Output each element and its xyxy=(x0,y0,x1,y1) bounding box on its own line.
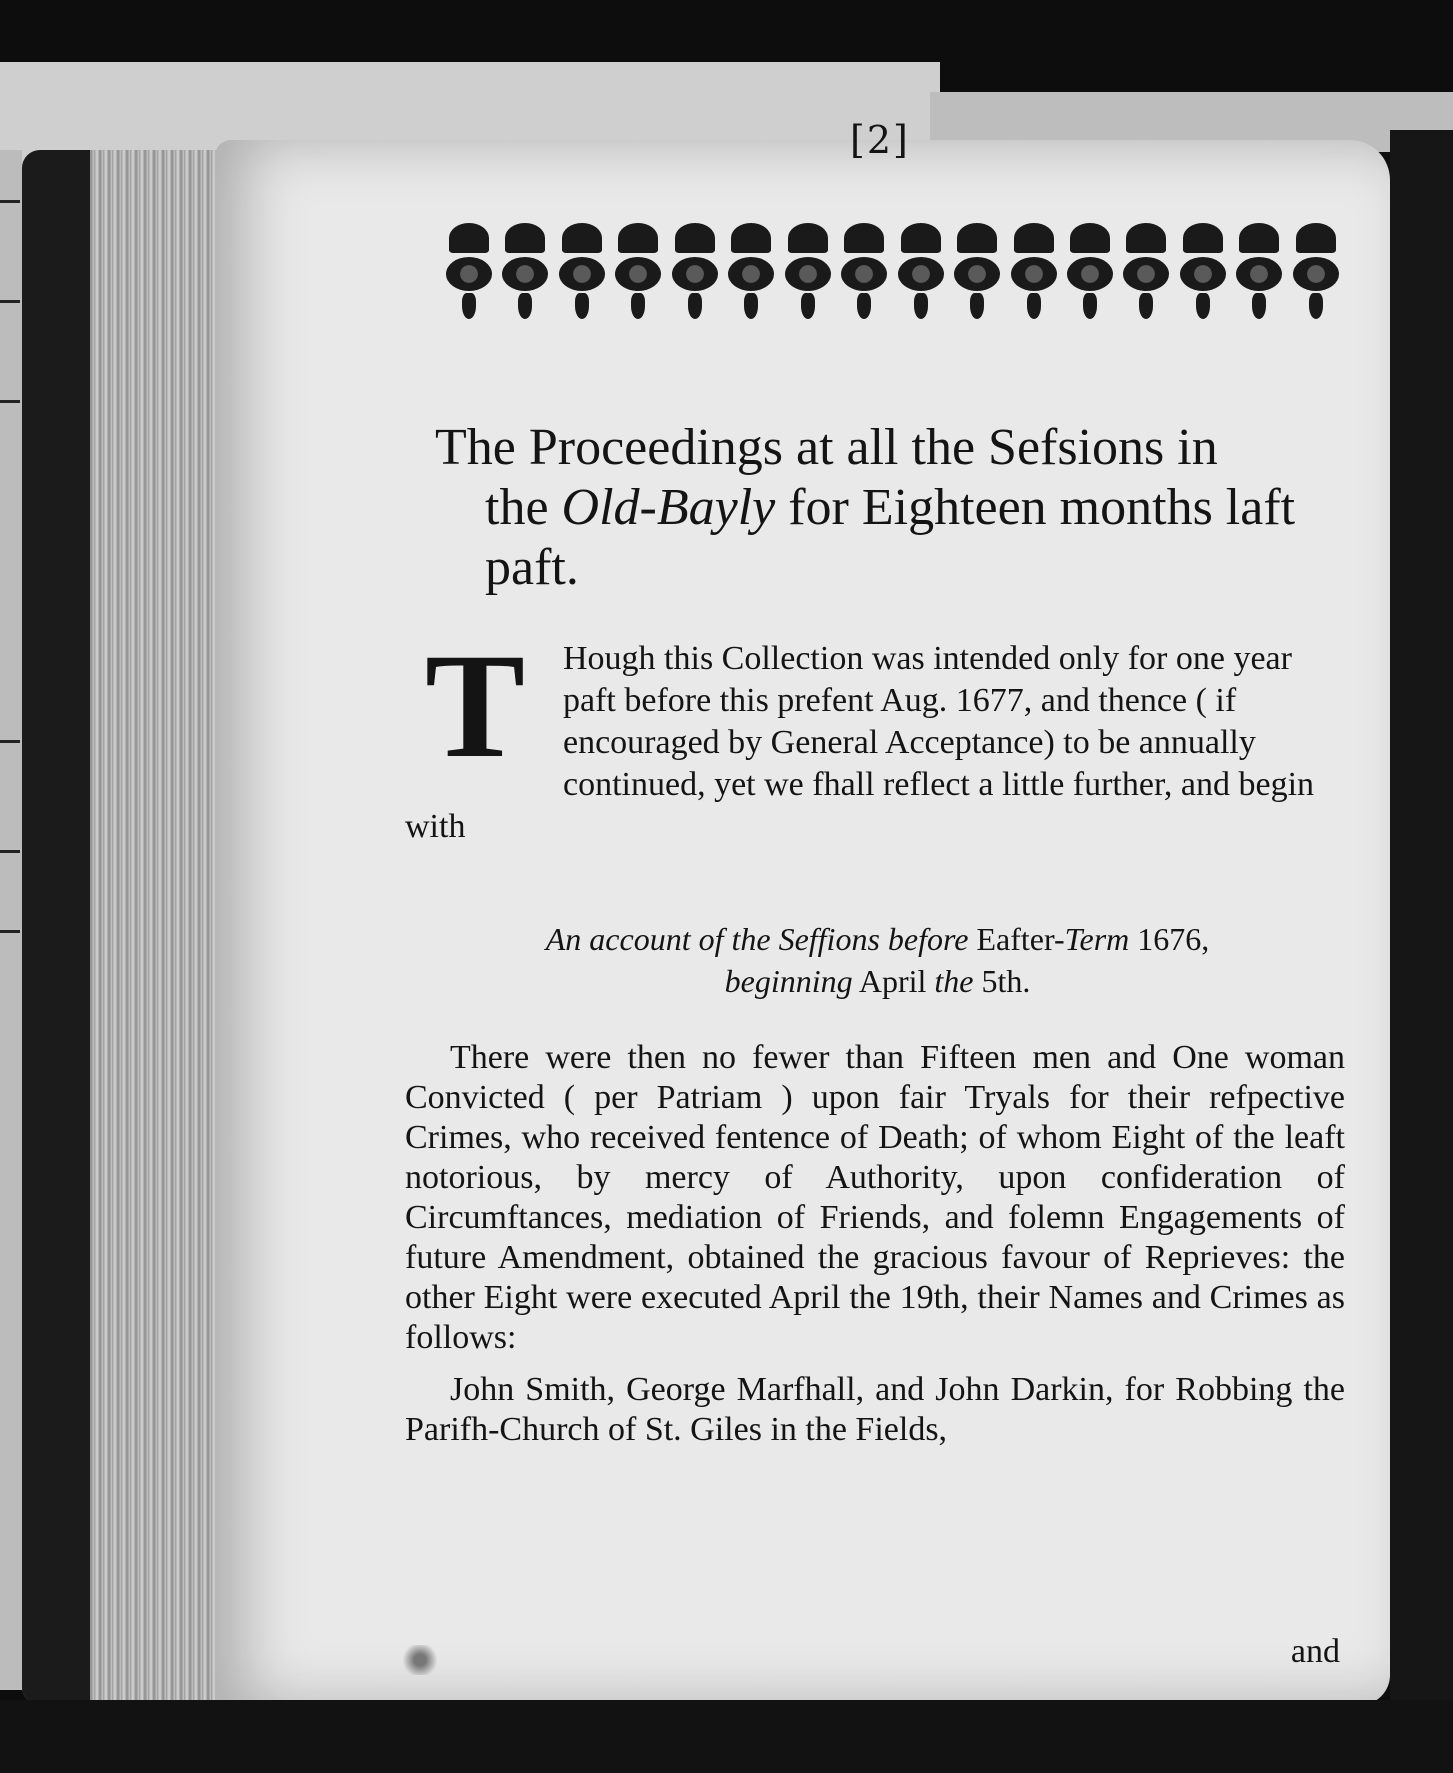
book-cover-edge xyxy=(22,150,90,1705)
page-number: [2] xyxy=(850,118,910,162)
library-stamp-mark xyxy=(395,1645,445,1675)
ornament-mid xyxy=(898,257,944,291)
ruler-tick xyxy=(0,200,20,203)
subhead-roman-4: 5th. xyxy=(973,963,1031,999)
ornament-mid xyxy=(785,257,831,291)
ornament-tail xyxy=(1309,293,1323,319)
ornament-mid xyxy=(502,257,548,291)
title-line-2-pre: the xyxy=(485,479,562,536)
ornament-crown xyxy=(1014,223,1054,253)
ornament-mid xyxy=(1236,257,1282,291)
printers-ornament-row xyxy=(445,218,1340,328)
bottom-background xyxy=(0,1700,1453,1773)
crown-rose-ornament-icon xyxy=(558,223,606,323)
ornament-tail xyxy=(857,293,871,319)
ornament-crown xyxy=(1126,223,1166,253)
ornament-crown xyxy=(1239,223,1279,253)
intro-text: Hough this Collection was intended only for one year paft before this prefent Aug. 1677, and thence ( if encouraged by General Acceptance) to be annually continued, yet we fhall reflect a little further, and begin with xyxy=(405,640,1315,845)
ornament-tail xyxy=(631,293,645,319)
ruler-tick xyxy=(0,850,20,853)
ornament-crown xyxy=(1296,223,1336,253)
ornament-tail xyxy=(462,293,476,319)
title-line-3: paft. xyxy=(485,539,579,596)
ornament-mid xyxy=(841,257,887,291)
crown-rose-ornament-icon xyxy=(1066,223,1114,323)
ornament-crown xyxy=(788,223,828,253)
crown-rose-ornament-icon xyxy=(953,223,1001,323)
subhead-italic-2: Term xyxy=(1064,921,1130,957)
ornament-crown xyxy=(675,223,715,253)
crown-rose-ornament-icon xyxy=(1292,223,1340,323)
crown-rose-ornament-icon xyxy=(671,223,719,323)
ornament-crown xyxy=(618,223,658,253)
ornament-crown xyxy=(1183,223,1223,253)
ornament-tail xyxy=(518,293,532,319)
ruler-tick xyxy=(0,400,20,403)
crown-rose-ornament-icon xyxy=(784,223,832,323)
ruler-tick xyxy=(0,740,20,743)
right-background xyxy=(1390,130,1453,1730)
ornament-mid xyxy=(1123,257,1169,291)
ornament-crown xyxy=(844,223,884,253)
ornament-tail xyxy=(1252,293,1266,319)
ornament-mid xyxy=(615,257,661,291)
ornament-tail xyxy=(575,293,589,319)
title-line-2-italic: Old-Bayly xyxy=(561,479,776,536)
ornament-crown xyxy=(957,223,997,253)
page-title xyxy=(435,418,1350,598)
ruler-tick xyxy=(0,930,20,933)
ornament-tail xyxy=(688,293,702,319)
subhead-roman-2: 1676, xyxy=(1129,921,1210,957)
ruler-tick xyxy=(0,300,20,303)
crown-rose-ornament-icon xyxy=(501,223,549,323)
ornament-mid xyxy=(446,257,492,291)
subhead-italic-3: beginning xyxy=(724,963,853,999)
ornament-mid xyxy=(559,257,605,291)
crown-rose-ornament-icon xyxy=(1235,223,1283,323)
ornament-tail xyxy=(1027,293,1041,319)
subhead-italic-1: An account of the Seffions before xyxy=(545,921,969,957)
intro-paragraph xyxy=(405,623,1345,848)
title-line-2 xyxy=(435,478,1350,538)
crown-rose-ornament-icon xyxy=(727,223,775,323)
ornament-tail xyxy=(970,293,984,319)
ornament-tail xyxy=(1083,293,1097,319)
ornament-tail xyxy=(914,293,928,319)
ornament-tail xyxy=(1139,293,1153,319)
ornament-crown xyxy=(901,223,941,253)
ornament-mid xyxy=(954,257,1000,291)
ornament-mid xyxy=(1011,257,1057,291)
title-line-2-post: for Eighteen months laft xyxy=(775,479,1296,536)
ornament-mid xyxy=(672,257,718,291)
body-paragraph-2: John Smith, George Marfhall, and John Darkin, for Robbing the Parifh-Church of St. Giles in the Fields, xyxy=(405,1371,1345,1448)
body-paragraph-1: There were then no fewer than Fifteen men and One woman Convicted ( per Patriam ) upon fair Tryals for their refpective Crimes, who received fentence of Death; of whom Eight of the leaft notorious, by mercy of Authority, upon confideration of Circumftances, mediation of Friends, and folemn Engagements of future Amendment, obtained the gracious favour of Reprieves: the other Eight were executed April the 19th, their Names and Crimes as follows: xyxy=(405,1039,1345,1356)
ornament-crown xyxy=(562,223,602,253)
ornament-tail xyxy=(1196,293,1210,319)
ornament-crown xyxy=(505,223,545,253)
subhead-roman-3: April xyxy=(852,963,935,999)
ornament-tail xyxy=(801,293,815,319)
subhead-italic-4: the xyxy=(934,963,974,999)
ornament-crown xyxy=(449,223,489,253)
scanner-ruler xyxy=(0,150,22,1690)
body-text xyxy=(405,1038,1345,1462)
ornament-mid xyxy=(1067,257,1113,291)
crown-rose-ornament-icon xyxy=(840,223,888,323)
ornament-crown xyxy=(731,223,771,253)
ornament-mid xyxy=(1180,257,1226,291)
ornament-tail xyxy=(744,293,758,319)
crown-rose-ornament-icon xyxy=(445,223,493,323)
section-heading xyxy=(410,918,1345,1002)
ornament-mid xyxy=(728,257,774,291)
ornament-crown xyxy=(1070,223,1110,253)
crown-rose-ornament-icon xyxy=(1010,223,1058,323)
title-line-1: The Proceedings at all the Sefsions in xyxy=(435,419,1218,476)
crown-rose-ornament-icon xyxy=(1179,223,1227,323)
crown-rose-ornament-icon xyxy=(897,223,945,323)
subhead-roman-1: Eafter- xyxy=(968,921,1065,957)
ornament-mid xyxy=(1293,257,1339,291)
crown-rose-ornament-icon xyxy=(614,223,662,323)
crown-rose-ornament-icon xyxy=(1122,223,1170,323)
drop-cap: T xyxy=(425,623,526,789)
catchword: and xyxy=(1290,1633,1340,1670)
